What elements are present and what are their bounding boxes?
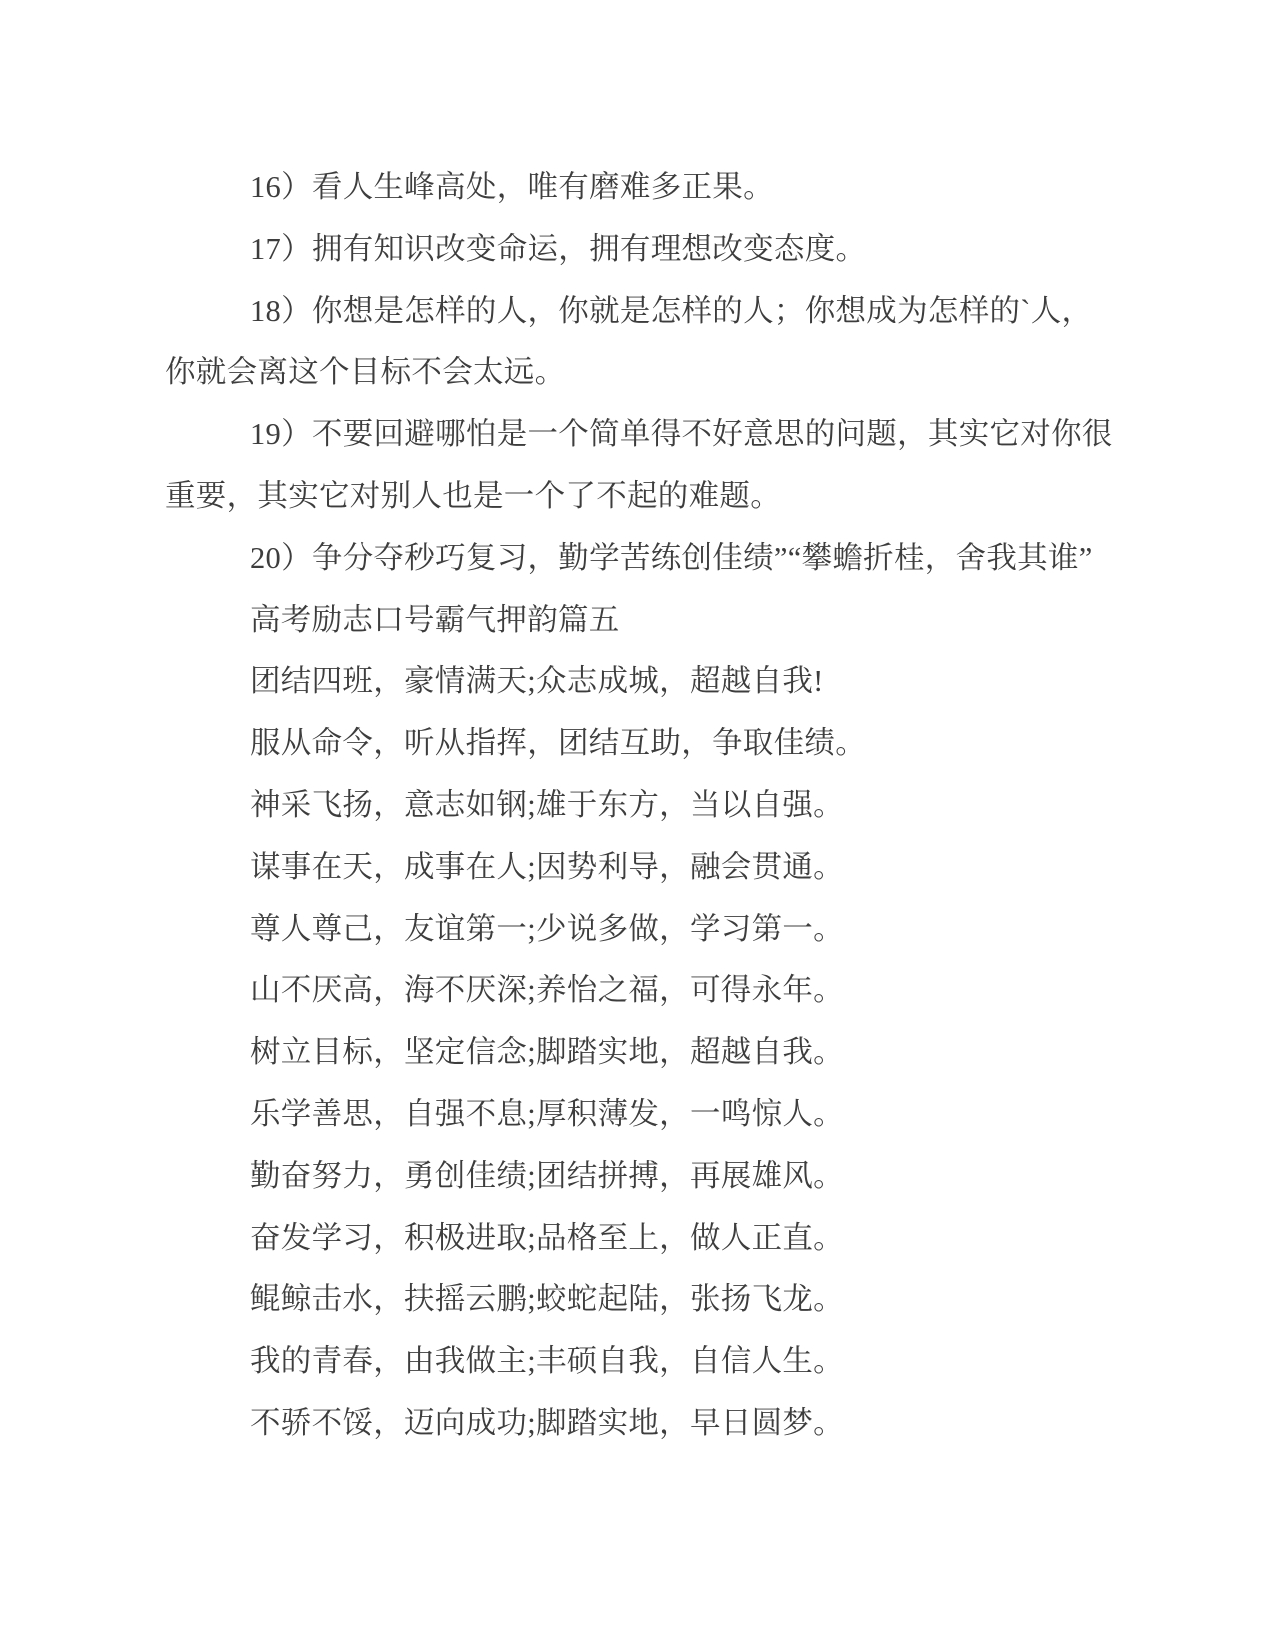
text-line: 团结四班，豪情满天;众志成城，超越自我! [250,664,824,699]
text-line: 我的青春，由我做主;丰硕自我，自信人生。 [250,1344,844,1379]
text-line: 勤奋努力，勇创佳绩;团结拼搏，再展雄风。 [250,1158,844,1193]
text-line: 服从命令，听从指挥，团结互助，争取佳绩。 [250,726,866,761]
section-heading: 高考励志口号霸气押韵篇五 [250,602,620,637]
text-line: 重要，其实它对别人也是一个了不起的难题。 [165,478,781,513]
text-line: 奋发学习，积极进取;品格至上，做人正直。 [250,1220,844,1255]
text-line: 你就会离这个目标不会太远。 [165,355,566,390]
document-body [165,157,1165,1455]
text-line: 不骄不馁，迈向成功;脚踏实地，早日圆梦。 [250,1405,844,1440]
text-line: 神采飞扬，意志如钢;雄于东方，当以自强。 [250,787,844,822]
text-line: 17）拥有知识改变命运，拥有理想改变态度。 [250,231,867,266]
text-line: 乐学善思，自强不息;厚积薄发，一鸣惊人。 [250,1096,844,1131]
text-line: 20）争分夺秒巧复习，勤学苦练创佳绩”“攀蟾折桂，舍我其谁” [250,540,1093,575]
text-line: 谋事在天，成事在人;因势利导，融会贯通。 [250,849,844,884]
text-line: 18）你想是怎样的人，你就是怎样的人；你想成为怎样的`人， [250,293,1093,328]
text-line: 鲲鲸击水，扶摇云鹏;蛟蛇起陆，张扬飞龙。 [250,1282,844,1317]
text-line: 山不厌高，海不厌深;养怡之福，可得永年。 [250,973,844,1008]
text-line: 16）看人生峰高处，唯有磨难多正果。 [250,170,774,204]
text-line: 树立目标，坚定信念;脚踏实地，超越自我。 [250,1035,844,1070]
text-line: 尊人尊己，友谊第一;少说多做，学习第一。 [250,911,844,946]
text-line: 19）不要回避哪怕是一个简单得不好意思的问题，其实它对你很 [250,417,1113,452]
